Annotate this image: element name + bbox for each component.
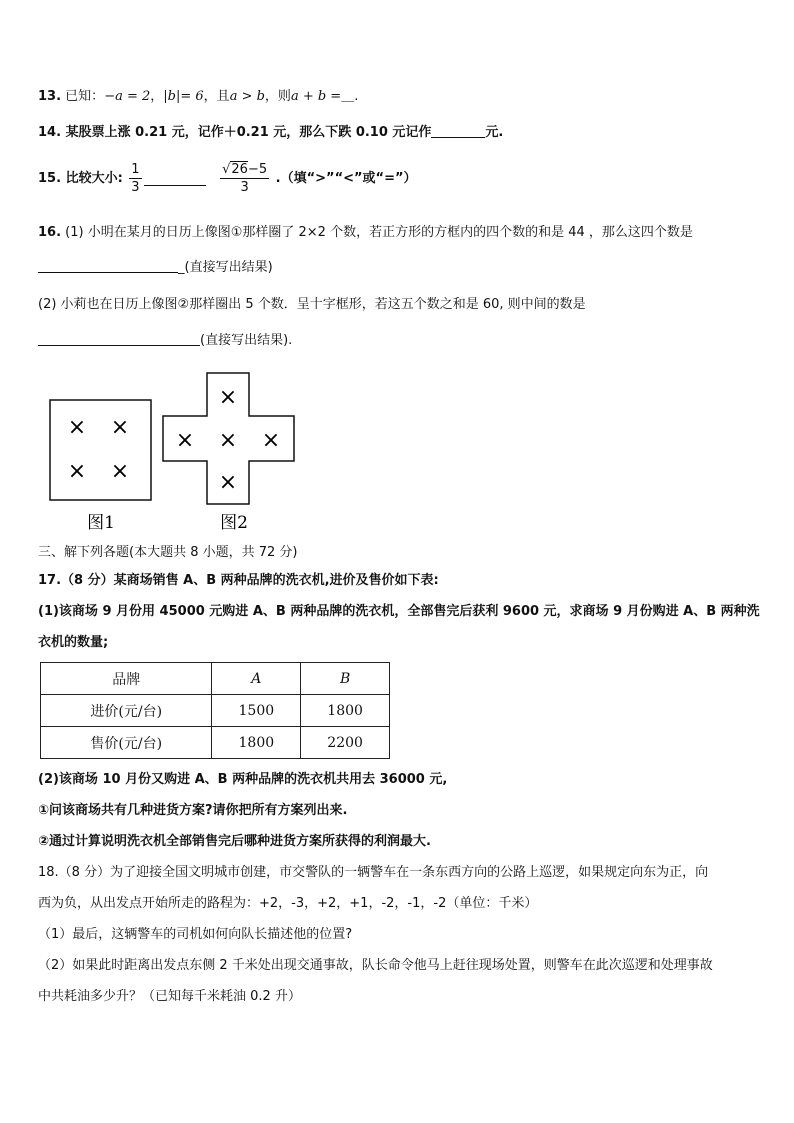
question-text: 已知： [65, 89, 105, 104]
section-heading: 三、解下列各题(本大题共 8 小题，共 72 分) [38, 545, 298, 560]
fraction-sqrt26-minus5 [220, 161, 269, 196]
table-cell: 1800 [212, 727, 301, 759]
figures-svg [48, 372, 348, 537]
question-17-part2-a: ①问该商场共有几种进货方案?请你把所有方案列出来. [38, 803, 348, 818]
question-17-part2: (2)该商场 10 月份又购进 A、B 两种品牌的洗衣机共用去 36000 元, [38, 772, 448, 787]
question-text: (1) 小明在某月的日历上像图①那样圈了 2×2 个数，若正方形的方框内的四个数的和是 44 ，那么这四个数是 [65, 225, 693, 240]
calendar-figures [48, 372, 348, 541]
question-17-part1-line1: (1)该商场 9 月份用 45000 元购进 A、B 两种品牌的洗衣机，全部售完后获利 9600 元，求商场 9 月份购进 A、B 两种洗 [38, 604, 760, 619]
figure1-mark: × [67, 415, 87, 440]
punct: ， [150, 89, 164, 104]
table-header-cell: 品牌 [41, 663, 212, 695]
numerator-rest: −5 [247, 162, 268, 177]
fraction-denominator: 3 [240, 180, 249, 195]
question-17-part1-line2: 衣机的数量; [38, 635, 109, 650]
question-tail: .（填“>”“<”或“=”） [275, 171, 417, 186]
question-number: 15. [38, 171, 62, 186]
question-16-part2 [38, 296, 586, 314]
question-16-part1 [38, 224, 693, 242]
question-tail: 元. [485, 125, 504, 140]
price-table [40, 662, 390, 759]
table-header-cell: A [212, 663, 301, 695]
fraction-denominator: 3 [131, 180, 140, 195]
question-18-line1: 18.（8 分）为了迎接全国文明城市创建，市交警队的一辆警车在一条东西方向的公路上巡逻，如果规定向东为正，向 [38, 865, 709, 880]
question-18-line2: 西为负，从出发点开始所走的路程为：+2，-3，+2，+1，-2，-1，-2（单位：千米） [38, 896, 538, 911]
figure1-mark: × [110, 459, 130, 484]
figure1-mark: × [67, 459, 87, 484]
question-14 [38, 124, 503, 142]
question-18-sub1: （1）最后，这辆警车的司机如何向队长描述他的位置? [38, 927, 353, 942]
figure1-label: 图1 [87, 513, 115, 533]
question-17-part2-b: ②通过计算说明洗衣机全部销售完后哪种进货方案所获得的利润最大. [38, 834, 431, 849]
figure2-mark: × [218, 385, 238, 410]
figure2-mark: × [218, 428, 238, 453]
math-expr: −a = 2 [104, 89, 151, 104]
question-16-part1-answer [38, 259, 273, 277]
question-number: 14. [38, 125, 62, 140]
figure1-mark: × [110, 415, 130, 440]
question-number: 13. [38, 89, 62, 104]
math-expr: |b|= 6 [163, 89, 204, 104]
answer-blank [144, 172, 206, 186]
punct: ，且 [203, 89, 230, 104]
figure2-label: 图2 [220, 513, 248, 533]
instruction-note: (直接写出结果). [200, 333, 293, 348]
math-expr: a > b [229, 89, 265, 104]
table-cell: 1500 [212, 695, 301, 727]
table-row [41, 695, 390, 727]
question-18-sub2-line1: （2）如果此时距离出发点东侧 2 千米处出现交通事故，队长命令他马上赶往现场处置，则警车在此次巡逻和处理事故 [38, 958, 713, 973]
radicand: 26 [231, 162, 248, 177]
fraction-numerator: 1 [131, 162, 140, 177]
question-16-part2-answer [38, 332, 292, 350]
question-13 [38, 88, 358, 106]
math-expr: a + b = [290, 89, 342, 104]
question-text: 比较大小: [65, 171, 123, 186]
question-15 [38, 160, 417, 198]
figure2-mark: × [175, 428, 195, 453]
table-cell: 1800 [301, 695, 390, 727]
figure2-mark: × [261, 428, 281, 453]
figure1-square-frame [50, 400, 151, 500]
table-cell: 2200 [301, 727, 390, 759]
answer-blank [38, 332, 200, 346]
question-text: (2) 小莉也在日历上像图②那样圈出 5 个数．呈十字框形，若这五个数之和是 60, 则中间的数是 [38, 297, 586, 312]
figure2-mark: × [218, 470, 238, 495]
table-row [41, 727, 390, 759]
table-cell: 售价(元/台) [41, 727, 212, 759]
table-cell: 进价(元/台) [41, 695, 212, 727]
question-17-head: 17.（8 分）某商场销售 A、B 两种品牌的洗衣机,进价及售价如下表: [38, 573, 439, 588]
table-header-cell: B [301, 663, 390, 695]
punct: ，则 [264, 89, 291, 104]
instruction-note: _(直接写出结果) [178, 260, 273, 275]
question-number: 16. [38, 225, 62, 240]
question-text: 某股票上涨 0.21 元，记作＋0.21 元，那么下跌 0.10 元记作 [65, 125, 432, 140]
answer-blank [38, 259, 178, 273]
question-18-sub2-line2: 中共耗油多少升？（已知每千米耗油 0.2 升） [38, 989, 301, 1004]
fraction-one-third [129, 161, 141, 196]
table-header-row [41, 663, 390, 695]
answer-blank [431, 124, 485, 138]
fraction-numerator: √26−5 [222, 162, 268, 177]
answer-blank: ＿. [341, 89, 359, 104]
